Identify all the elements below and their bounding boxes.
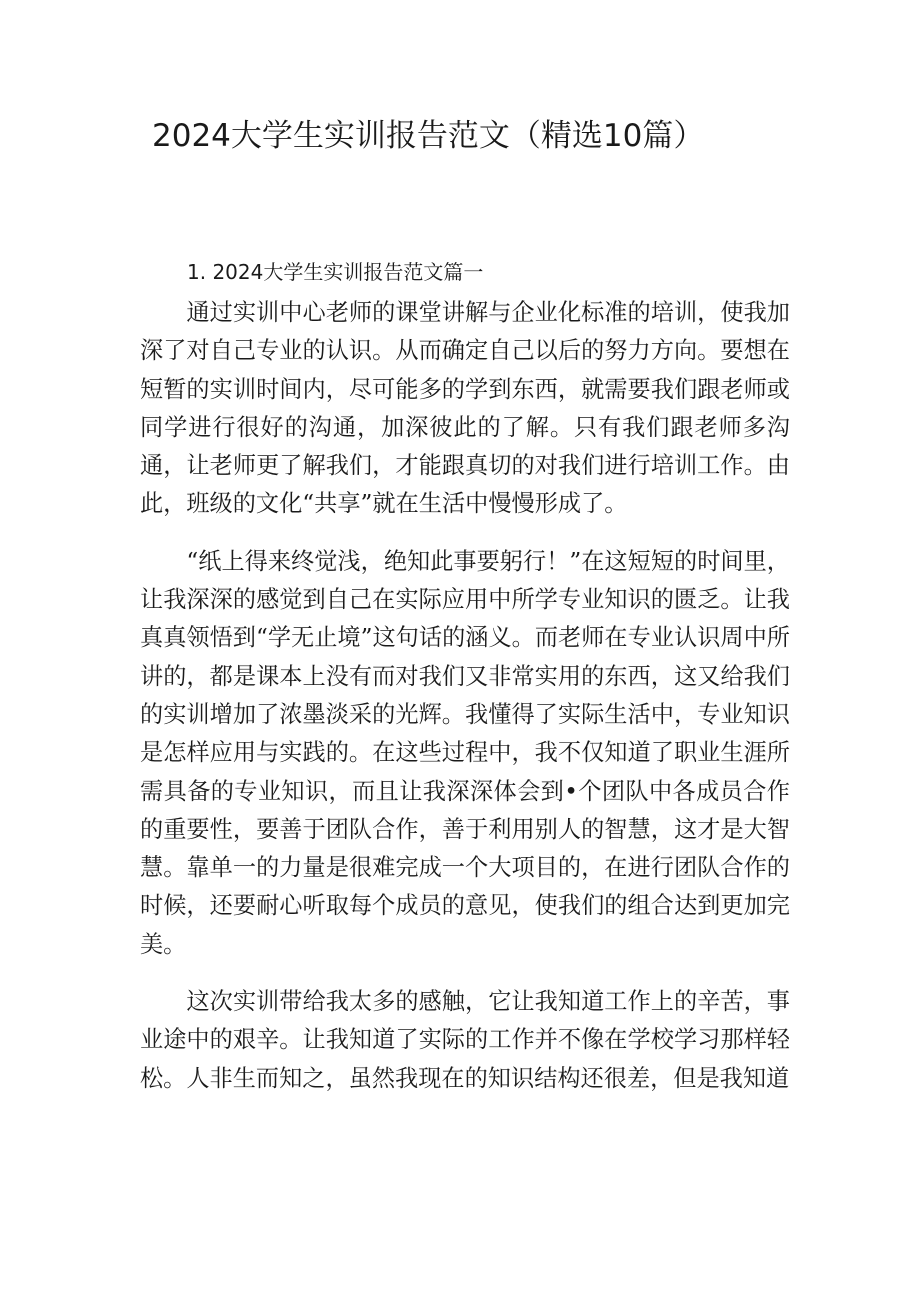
section-heading: 1. 2024大学生实训报告范文篇一 (187, 260, 484, 284)
document-title: 2024大学生实训报告范文（精选10篇） (152, 118, 705, 154)
document-body (140, 294, 790, 1098)
body-paragraph-3: 这次实训带给我太多的感触，它让我知道工作上的辛苦，事业途中的艰辛。让我知道了实际的工作并不像在学校学习那样轻松。人非生而知之，虽然我现在的知识结构还很差，但是我知道 (140, 988, 790, 1092)
body-paragraph-1: 通过实训中心老师的课堂讲解与企业化标准的培训，使我加深了对自己专业的认识。从而确定自己以后的努力方向。要想在短暂的实训时间内，尽可能多的学到东西，就需要我们跟老师或同学进行很好的沟通，加深彼此的了解。只有我们跟老师多沟通，让老师更了解我们，才能跟真切的对我们进行培训工作。由此，班级的文化“共享”就在生活中慢慢形成了。 (140, 299, 790, 518)
body-paragraph-2: “纸上得来终觉浅，绝知此事要躬行！”在这短短的时间里，让我深深的感觉到自己在实际应用中所学专业知识的匮乏。让我真真领悟到“学无止境”这句话的涵义。而老师在专业认识周中所讲的，都是课本上没有而对我们又非常实用的东西，这又给我们的实训增加了浓墨淡采的光辉。我懂得了实际生活中，专业知识是怎样应用与实践的。在这些过程中，我不仅知道了职业生涯所需具备的专业知识，而且让我深深体会到•个团队中各成员合作的重要性，要善于团队合作，善于利用别人的智慧，这才是大智慧。靠单一的力量是很难完成一个大项目的，在进行团队合作的时候，还要耐心听取每个成员的意见，使我们的组合达到更加完美。 (140, 547, 790, 958)
